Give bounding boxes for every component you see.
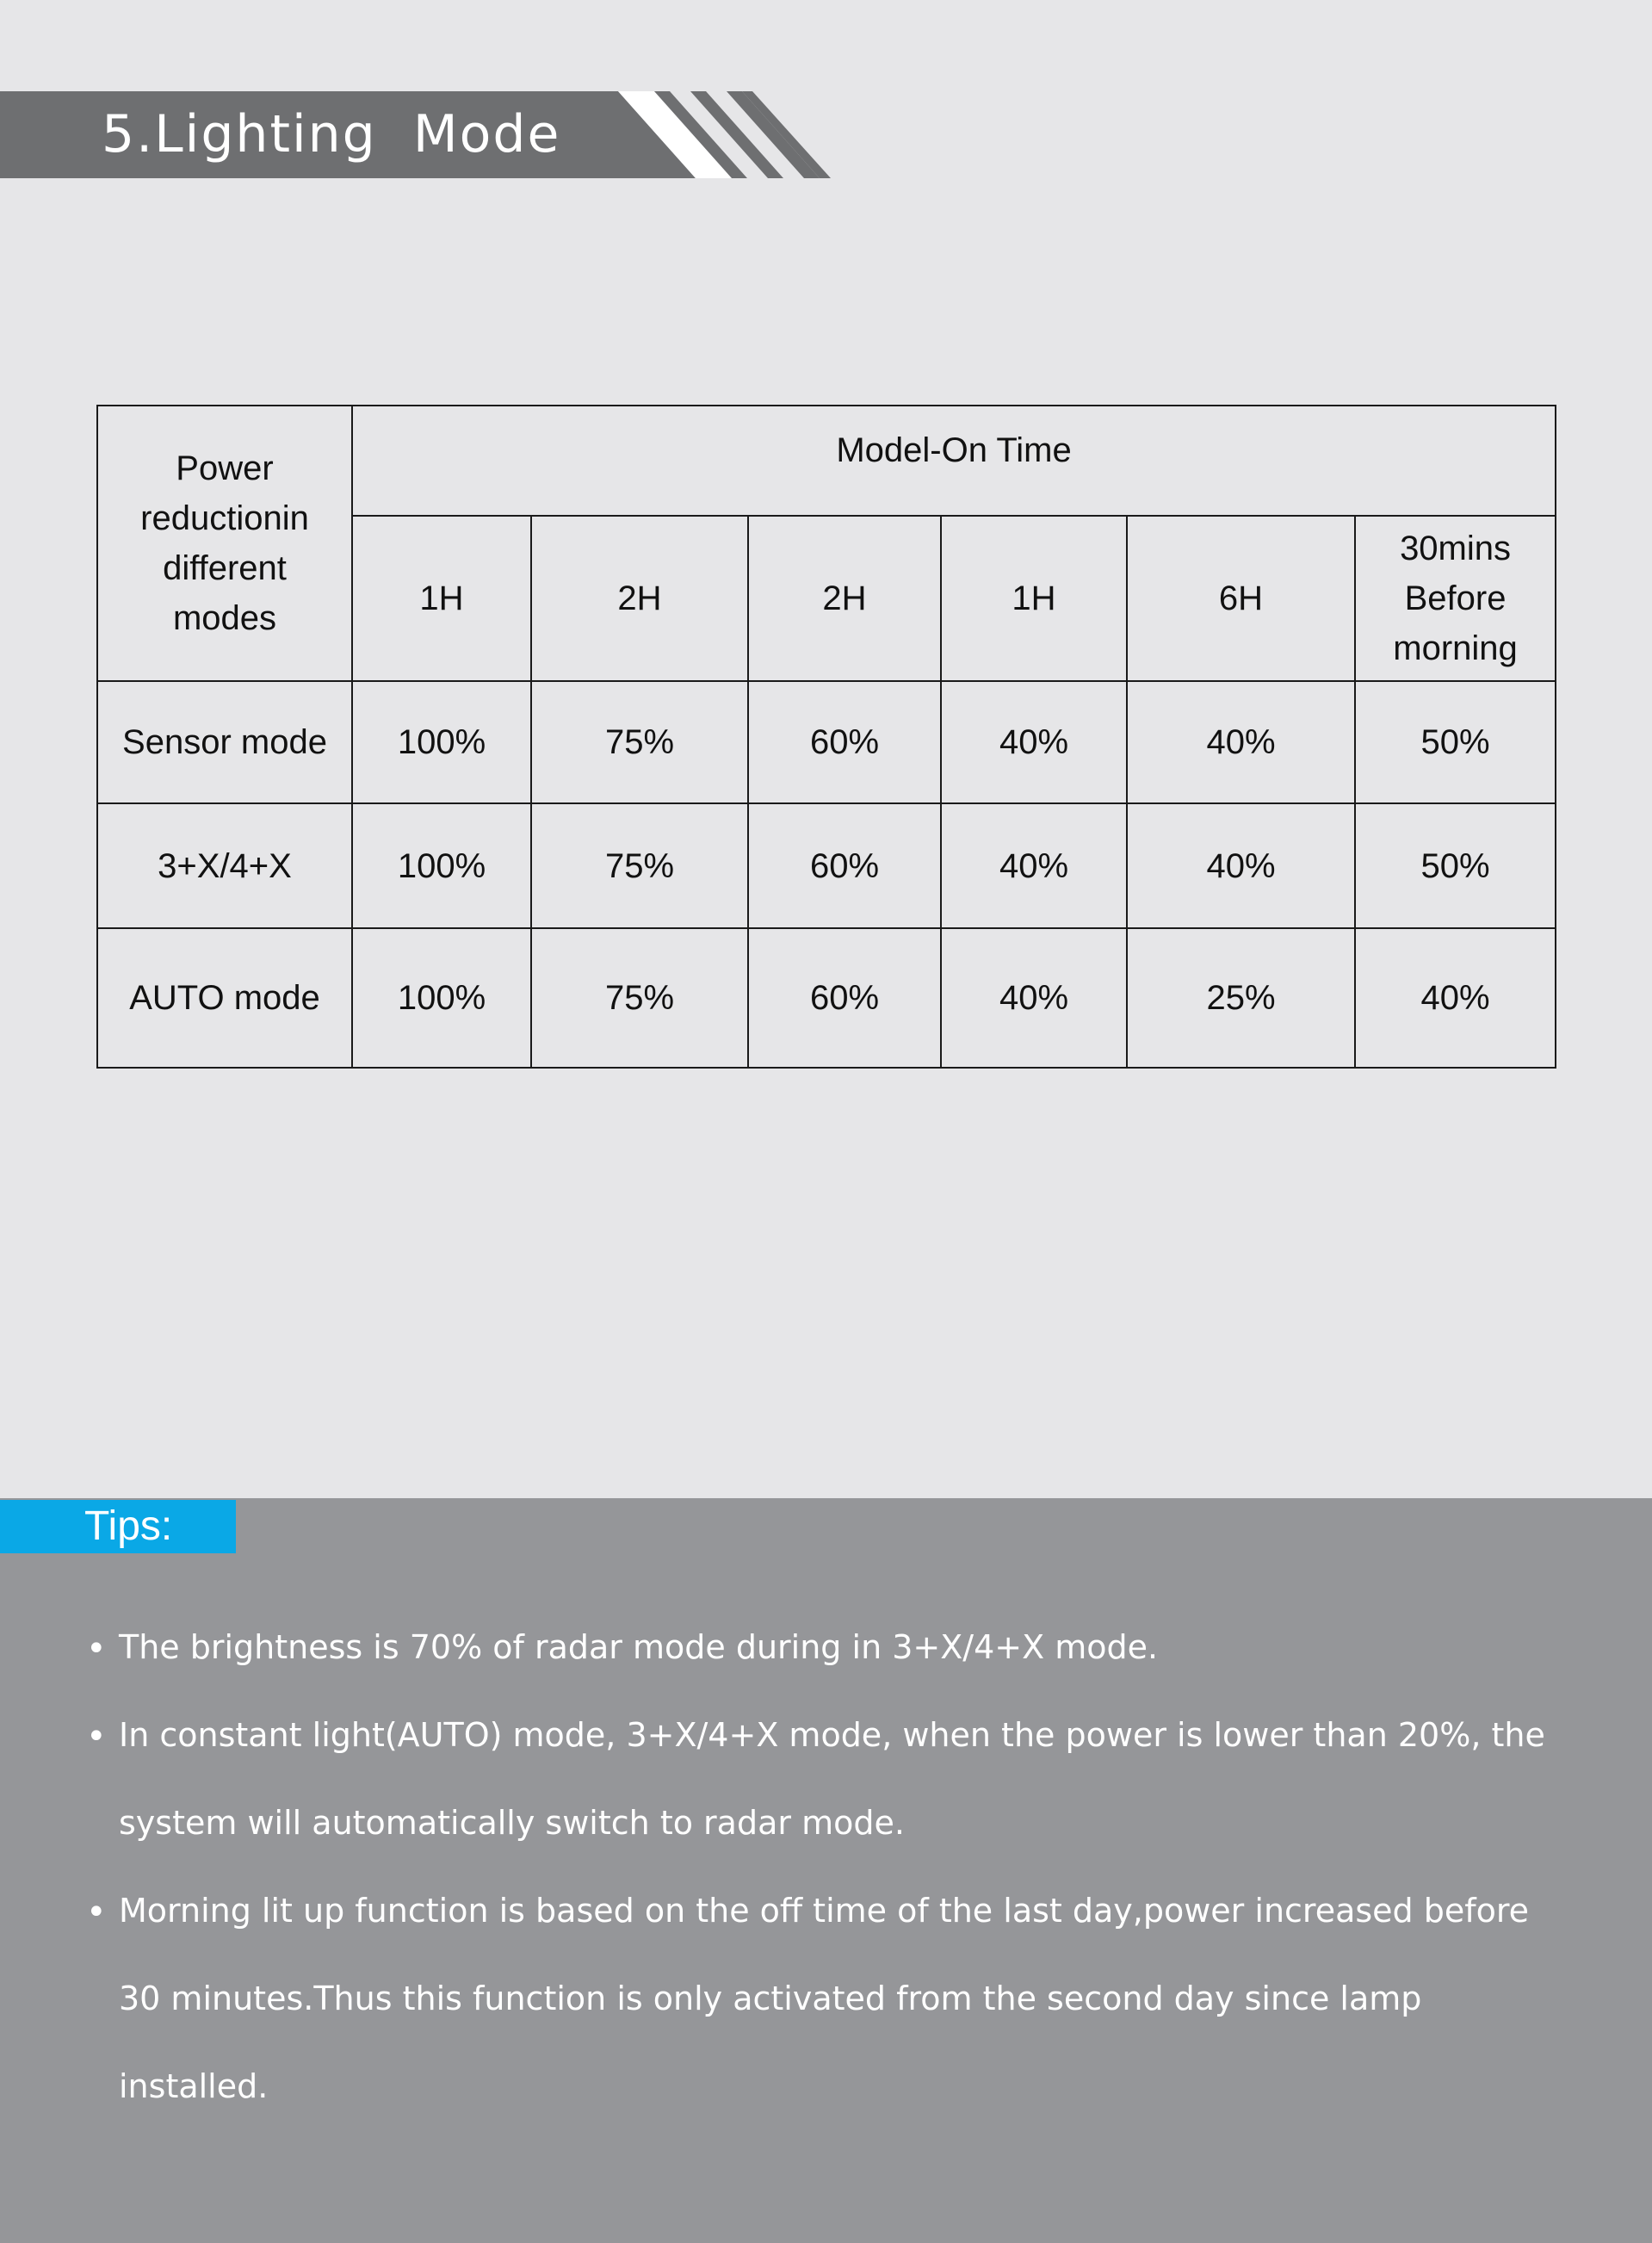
- column-header: 1H: [352, 516, 531, 681]
- bullet-icon: •: [86, 1717, 107, 1757]
- bullet-icon: •: [86, 1629, 107, 1669]
- row-label: AUTO mode: [97, 928, 352, 1068]
- section-header-banner: [0, 91, 831, 178]
- page-title: 5.Lighting Mode: [102, 104, 561, 164]
- column-header-line: Before: [1404, 579, 1507, 617]
- column-header: 2H: [748, 516, 941, 681]
- tips-label-badge: [0, 1500, 236, 1553]
- table-cell: 40%: [941, 681, 1127, 803]
- table-cell: 40%: [1355, 928, 1556, 1068]
- column-header-before-morning: [1355, 516, 1556, 681]
- group-header-cell: Model-On Time: [352, 406, 1556, 516]
- table-row-auto-mode: [97, 928, 1556, 1068]
- column-header: 6H: [1127, 516, 1355, 681]
- table-cell: 60%: [748, 803, 941, 928]
- tip-line: 30 minutes.Thus this function is only activated from the second day since lamp: [119, 1980, 1422, 2017]
- tip-line: In constant light(AUTO) mode, 3+X/4+X mode, when the power is lower than 20%, the: [119, 1716, 1545, 1754]
- corner-header-line: different: [163, 549, 287, 587]
- table-cell: 75%: [531, 928, 748, 1068]
- table-cell: 50%: [1355, 803, 1556, 928]
- table-cell: 40%: [941, 803, 1127, 928]
- table-row-3x-4x: [97, 803, 1556, 928]
- tip-line: installed.: [119, 2067, 269, 2105]
- corner-header-line: reductionin: [140, 499, 309, 537]
- column-header-line: morning: [1393, 629, 1518, 667]
- tip-line: Morning lit up function is based on the off time of the last day,power increased before: [119, 1892, 1530, 1930]
- table-cell: 40%: [1127, 681, 1355, 803]
- bullet-icon: •: [86, 1893, 107, 1932]
- table-cell: 75%: [531, 803, 748, 928]
- column-header: 2H: [531, 516, 748, 681]
- table-header-row: [97, 406, 1556, 516]
- corner-header-cell: [97, 406, 352, 681]
- table-cell: 60%: [748, 681, 941, 803]
- tips-label: Tips:: [84, 1503, 173, 1549]
- table-cell: 75%: [531, 681, 748, 803]
- table-cell: 50%: [1355, 681, 1556, 803]
- corner-header-line: modes: [172, 599, 277, 637]
- column-header: 1H: [941, 516, 1127, 681]
- lighting-mode-table: [96, 405, 1556, 1069]
- tips-section: [0, 1498, 1652, 2243]
- table-cell: 60%: [748, 928, 941, 1068]
- row-label: Sensor mode: [97, 681, 352, 803]
- table-cell: 100%: [352, 681, 531, 803]
- column-header-line: 30mins: [1400, 530, 1512, 567]
- table-cell: 40%: [941, 928, 1127, 1068]
- row-label: 3+X/4+X: [97, 803, 352, 928]
- table-cell: 100%: [352, 803, 531, 928]
- table-cell: 40%: [1127, 803, 1355, 928]
- table-row-sensor-mode: [97, 681, 1556, 803]
- corner-header-line: Power: [176, 449, 274, 487]
- tip-line: The brightness is 70% of radar mode during in 3+X/4+X mode.: [119, 1628, 1159, 1666]
- table-cell: 100%: [352, 928, 531, 1068]
- tip-line: system will automatically switch to radar mode.: [119, 1804, 905, 1842]
- table-cell: 25%: [1127, 928, 1355, 1068]
